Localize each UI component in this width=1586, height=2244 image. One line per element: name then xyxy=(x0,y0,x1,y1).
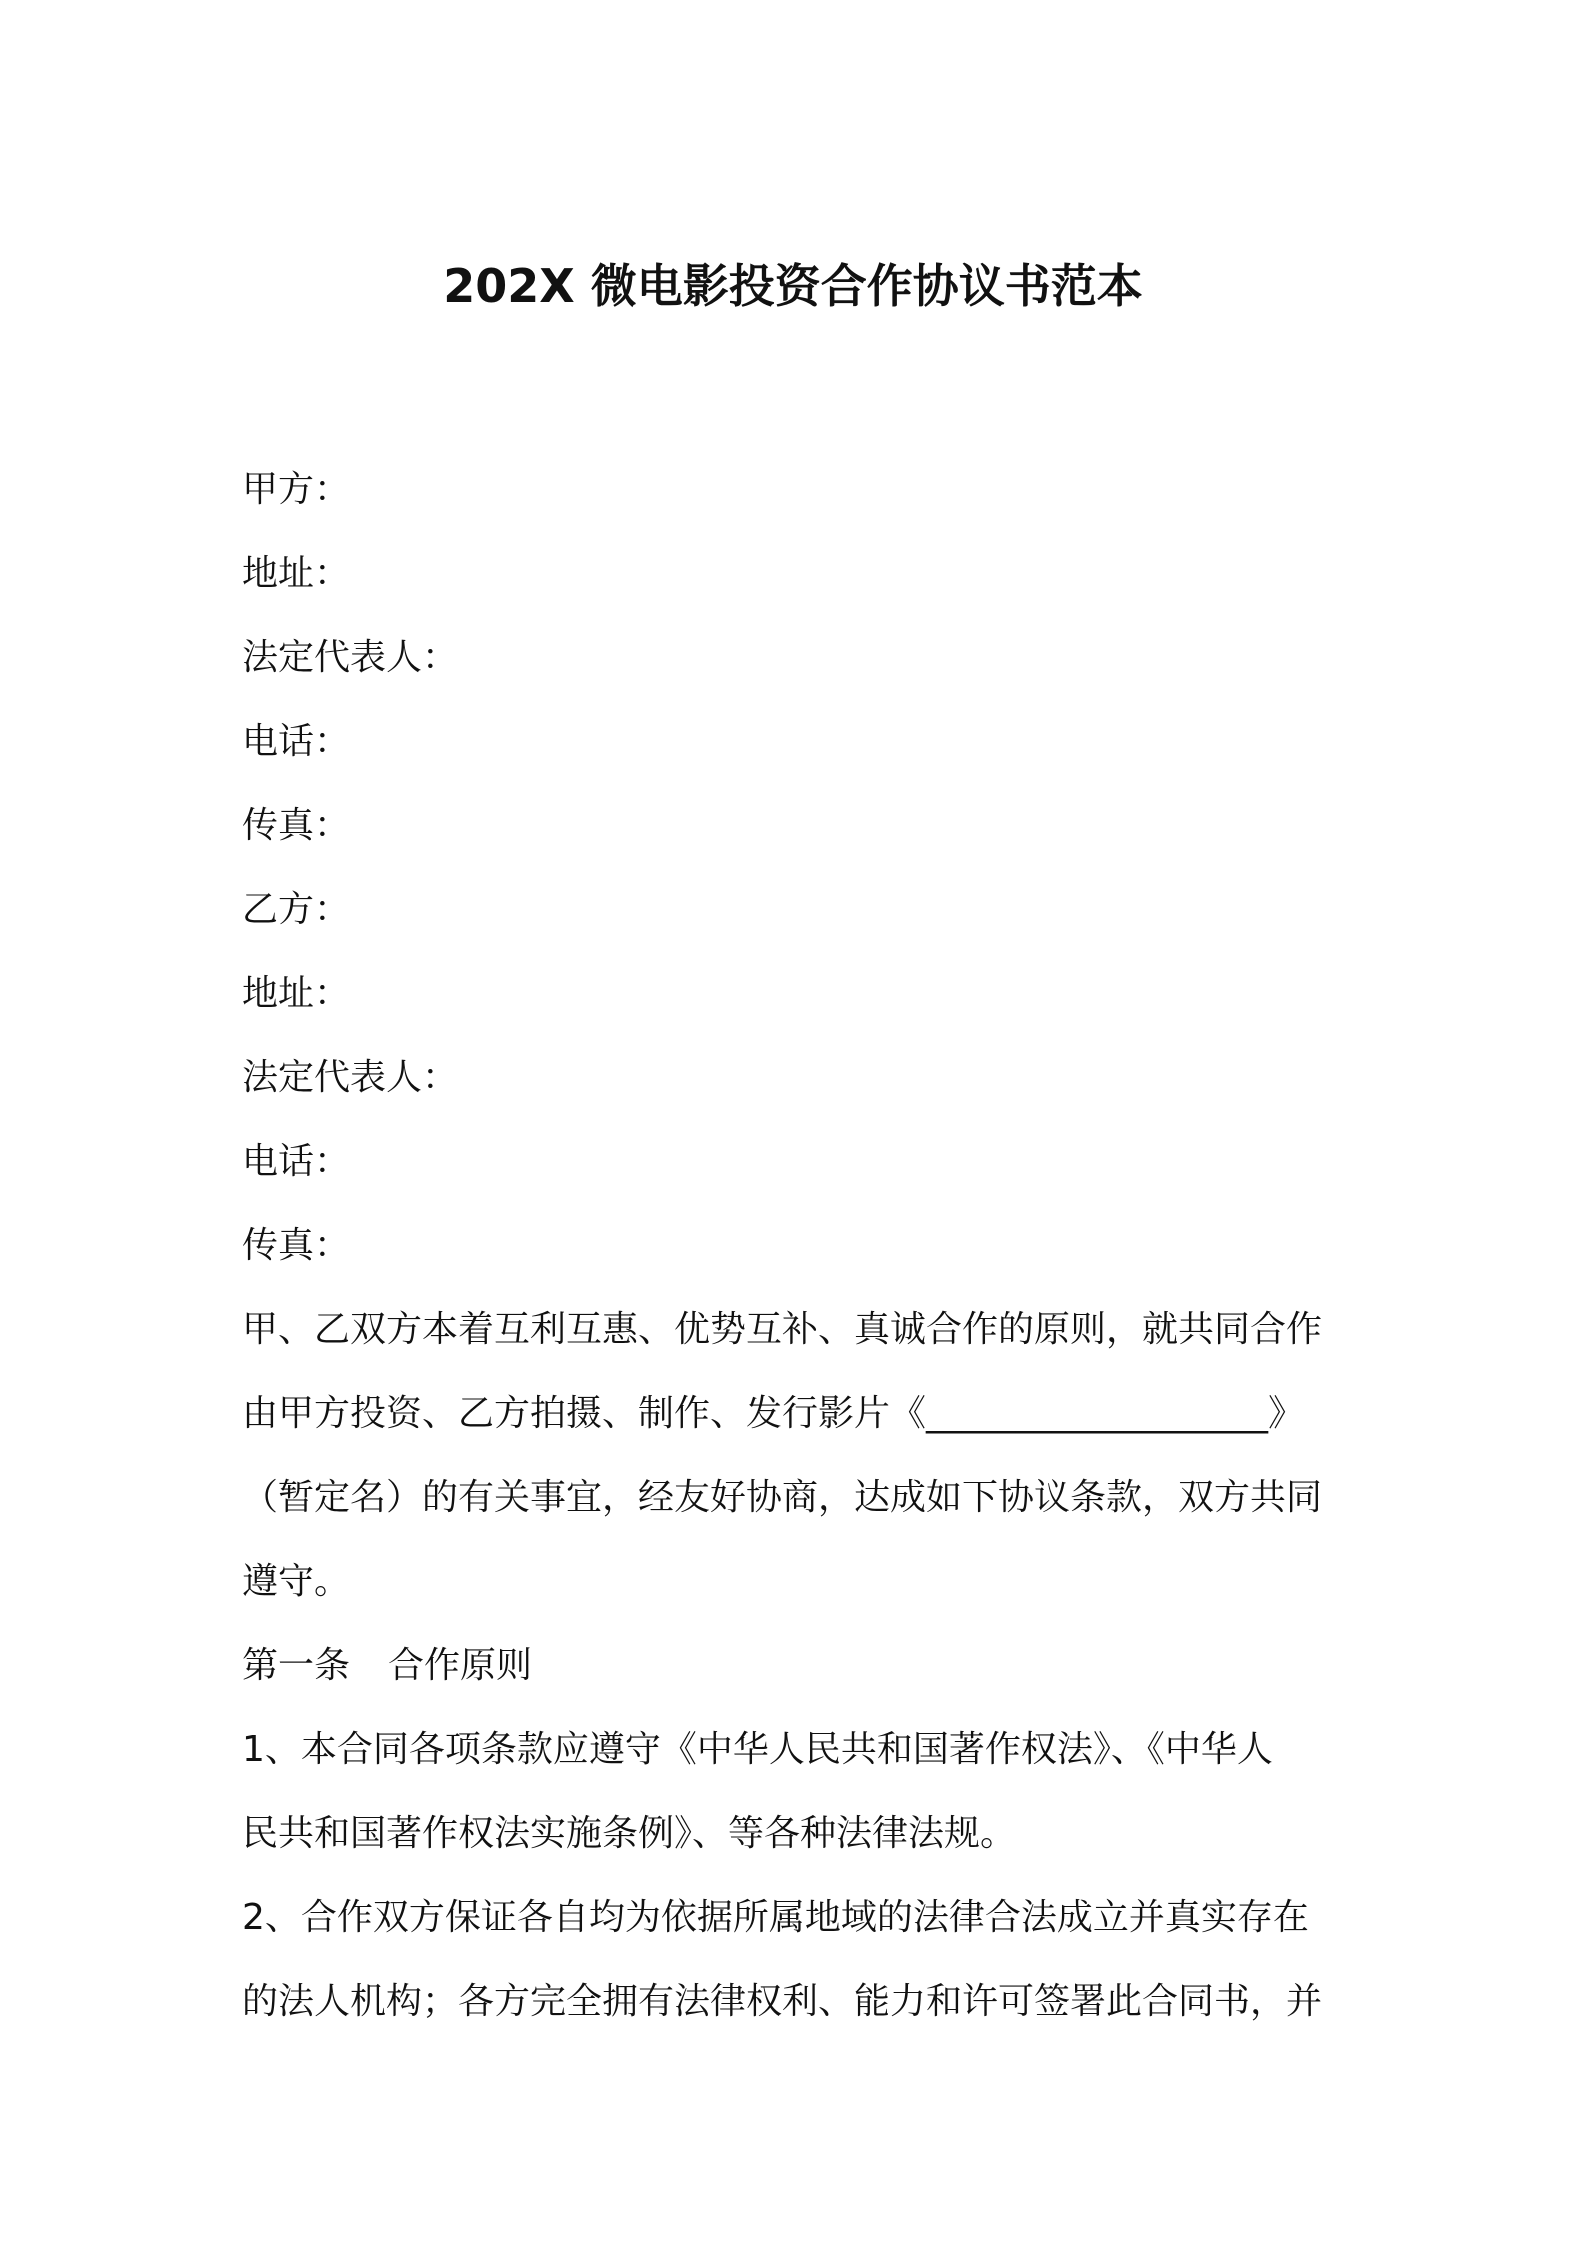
party-b-address-label: 地址： xyxy=(242,973,351,1014)
party-b-fax-label: 传真： xyxy=(242,1225,351,1266)
document-body xyxy=(242,448,1352,2044)
party-b-phone-label: 电话： xyxy=(242,1141,351,1182)
article-1-heading-line xyxy=(242,1624,1352,1708)
preamble-line: 由甲方投资、乙方拍摄、制作、发行影片《___________________》 xyxy=(242,1393,1305,1434)
party-a-fax-label: 传真： xyxy=(242,805,351,846)
article-1-title: 合作原则 xyxy=(388,1645,533,1686)
party-b-legal-rep-label: 法定代表人： xyxy=(242,1057,459,1098)
clause-line: 民共和国著作权法实施条例》、等各种法律法规。 xyxy=(242,1813,1017,1854)
party-a-address-label: 地址： xyxy=(242,553,351,594)
party-a-legal-rep-label: 法定代表人： xyxy=(242,637,459,678)
preamble-line: 甲、乙双方本着互利互惠、优势互补、真诚合作的原则，就共同合作 xyxy=(242,1309,1323,1350)
clause-line: 的法人机构；各方完全拥有法律权利、能力和许可签署此合同书，并 xyxy=(242,1981,1323,2022)
preamble-line: 遵守。 xyxy=(242,1561,351,1602)
document-title: 202X 微电影投资合作协议书范本 xyxy=(443,259,1143,313)
party-a-phone-label: 电话： xyxy=(242,721,351,762)
article-1-number: 第一条 xyxy=(242,1645,351,1686)
party-b-label: 乙方： xyxy=(242,889,351,930)
preamble-line: （暂定名）的有关事宜，经友好协商，达成如下协议条款，双方共同 xyxy=(242,1477,1323,1518)
party-a-label: 甲方： xyxy=(242,469,351,510)
clause-line: 1、本合同各项条款应遵守《中华人民共和国著作权法》、《中华人 xyxy=(242,1729,1273,1770)
clause-line: 2、合作双方保证各自均为依据所属地域的法律合法成立并真实存在 xyxy=(242,1897,1309,1938)
